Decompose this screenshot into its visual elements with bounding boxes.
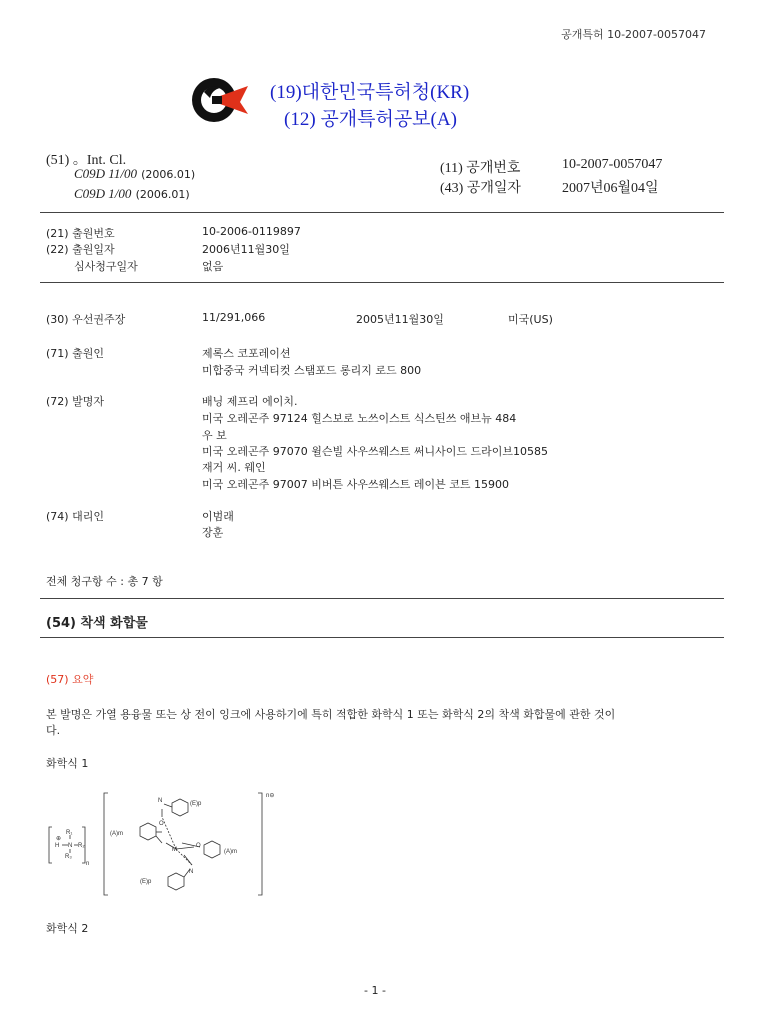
office-title: (19)대한민국특허청(KR) (270, 82, 470, 103)
inventor-line: 미국 오레곤주 97070 윌슨빌 사우쓰웨스트 써니사이드 드라이브10585 (202, 445, 548, 458)
cation-r3: R₃ (65, 854, 72, 860)
application-number-label: (21) 출원번호 (46, 227, 115, 240)
agents-label: (74) 대리인 (46, 510, 104, 523)
header-publication-number: 공개특허 10-2007-0057047 (561, 28, 706, 41)
inventor-line: 미국 오레곤주 97007 비버튼 사우쓰웨스트 레이븐 코트 15900 (202, 478, 509, 491)
application-date: 2006년11월30일 (202, 243, 290, 256)
divider (40, 212, 724, 213)
anion-charge: n⊖ (266, 793, 274, 799)
inventor-line: 배닝 제프리 에이치. (202, 395, 298, 408)
cation-n: N (68, 843, 73, 849)
cation-subscript-n: n (86, 861, 90, 867)
inventors-label: (72) 발명자 (46, 395, 104, 408)
gazette-title: (12) 공개특허공보(A) (284, 109, 457, 130)
int-cl-code-1: C09D 11/00 (2006.01) (74, 166, 196, 181)
divider (40, 282, 724, 283)
int-cl-label: (51) 。Int. Cl. (46, 153, 127, 168)
page-number: - 1 - (364, 984, 386, 997)
inventor-line: 재거 씨. 웨인 (202, 461, 266, 474)
applicant-name: 제록스 코포레이션 (202, 347, 291, 360)
substituent-a-right: (A)m (224, 849, 237, 855)
applicant-label: (71) 출원인 (46, 347, 104, 360)
publication-number-label: (11) 공개번호 (440, 161, 521, 176)
application-number: 10-2006-0119897 (202, 225, 301, 238)
cation-plus: ⊕ (56, 836, 62, 842)
priority-label: (30) 우선권주장 (46, 313, 126, 326)
exam-request-value: 없음 (202, 260, 224, 273)
int-cl-code-2: C09D 1/00 (2006.01) (74, 186, 190, 201)
divider (40, 598, 724, 599)
application-date-label: (22) 출원일자 (46, 243, 115, 256)
ring-oxygen-right: O (196, 843, 201, 849)
publication-number: 10-2007-0057047 (562, 157, 663, 172)
azo-nitrogen-bottom: N (189, 869, 194, 875)
priority-country: 미국(US) (508, 313, 553, 326)
priority-date: 2005년11월30일 (356, 313, 444, 326)
kipo-logo (190, 72, 252, 128)
divider (40, 637, 724, 638)
substituent-e-bottom: (E)p (140, 879, 152, 885)
metal-center: M (172, 847, 177, 853)
agent-name: 이범래 (202, 510, 234, 523)
cation-r2: R₂ (78, 843, 85, 849)
formula-1-label: 화학식 1 (46, 757, 89, 770)
agent-name: 장훈 (202, 526, 224, 539)
substituent-a-left: (A)m (110, 831, 123, 837)
abstract-text-line-1: 본 발명은 가열 용융물 또는 상 전이 잉크에 사용하기에 특히 적합한 화학식 1 또는 화학식 2의 착색 화합물에 관한 것이 (46, 708, 616, 721)
cation-r1: R₁ (66, 830, 73, 836)
azo-nitrogen-top: N (158, 798, 163, 804)
formula-2-label: 화학식 2 (46, 922, 89, 935)
publication-date: 2007년06월04일 (562, 181, 659, 196)
cation-h: H (55, 843, 60, 849)
inventor-line: 미국 오레곤주 97124 힐스보로 노쓰이스트 식스틴쓰 애브뉴 484 (202, 412, 517, 425)
ring-oxygen-top: O (159, 821, 164, 827)
inventor-line: 우 보 (202, 429, 227, 442)
abstract-text-line-2: 다. (46, 724, 61, 737)
exam-request-label: 심사청구일자 (74, 260, 138, 273)
substituent-e-top: (E)p (190, 801, 202, 807)
claims-total: 전체 청구항 수 : 총 7 항 (46, 575, 163, 588)
abstract-heading: (57) 요약 (46, 673, 94, 686)
formula-1-structure (44, 787, 274, 899)
priority-number: 11/291,066 (202, 311, 266, 324)
applicant-address: 미합중국 커넥티컷 스탬포드 롱리지 로드 800 (202, 364, 422, 377)
publication-date-label: (43) 공개일자 (440, 181, 521, 196)
invention-title: (54) 착색 화합물 (46, 616, 148, 631)
